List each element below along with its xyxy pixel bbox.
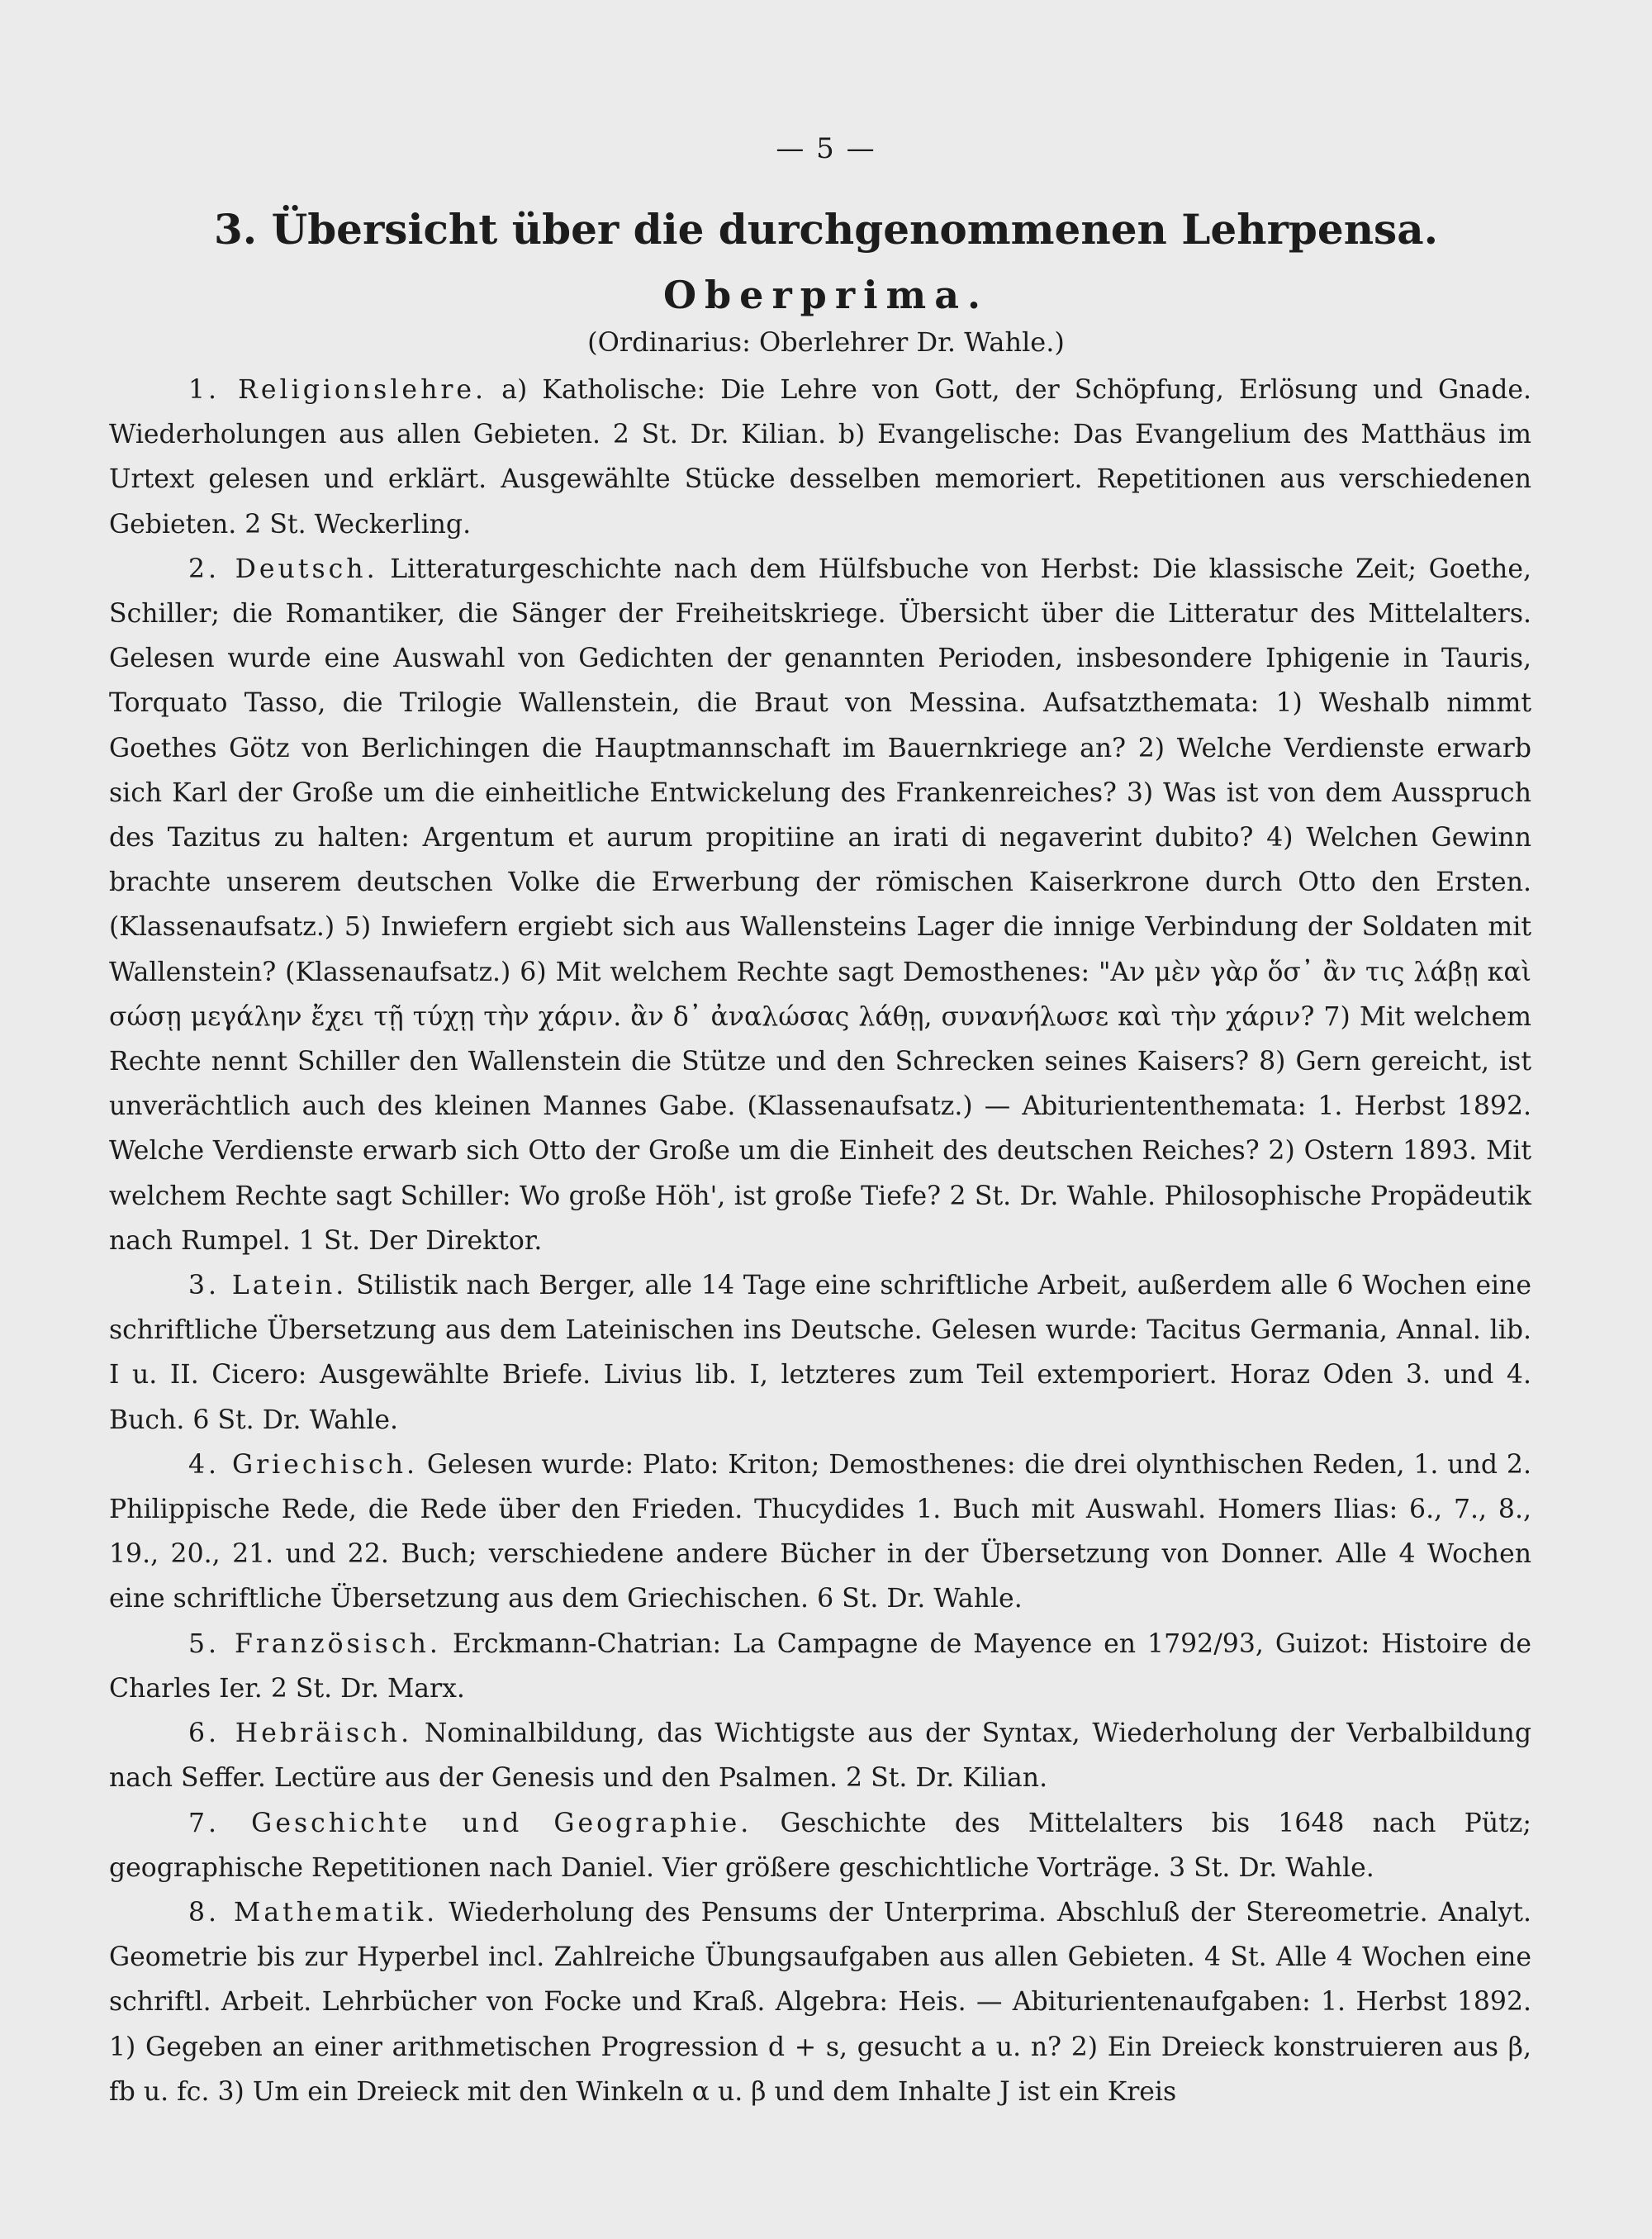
section-text: Nominalbildung, das Wichtigste aus der Syntax, Wiederholung der Verbalbildung nach Seffer. Lectüre aus der Genesis und den Psalmen. 2 St. Dr. Kilian.	[109, 1718, 1531, 1794]
section-greek	[109, 1443, 1531, 1622]
section-text: Wiederholung des Pensums der Unterprima. Abschluß der Stereometrie. Analyt. Geometrie bis zur Hyperbel incl. Zahlreiche Übungsaufgaben aus allen Gebieten. 4 St. Alle 4 Wochen eine schriftl. Arbeit. Lehrbücher von Focke und Kraß. Algebra: Heis. — Abiturientenaufgaben: 1. Herbst 1892. 1) Gegeben an einer arithmetischen Progression d + s, gesucht a u. n? 2) Ein Dreieck konstruieren aus β, fb u. fc. 3) Um ein Dreieck mit den Winkeln α u. β und dem Inhalte J ist ein Kreis	[109, 1897, 1532, 2107]
section-label: 1. Religionslehre.	[188, 375, 487, 405]
section-label: 8. Mathematik.	[188, 1897, 439, 1928]
section-mathematics	[109, 1890, 1531, 2114]
section-text: a) Katholische: Die Lehre von Gott, der Schöpfung, Erlösung und Gnade. Wiederholungen aus allen Gebieten. 2 St. Dr. Kilian. b) Evangelische: Das Evangelium des Matthäus im Urtext gelesen und erklärt. Ausgewählte Stücke desselben memoriert. Repetitionen aus verschiedenen Gebieten. 2 St. Weckerling.	[109, 375, 1532, 540]
lesson-plan-body	[109, 368, 1531, 2114]
section-german	[109, 547, 1531, 1263]
section-label: 6. Hebräisch.	[188, 1718, 413, 1749]
page-title: 3. Übersicht über die durchgenommenen Lehrpensa.	[213, 205, 1439, 254]
section-label: 3. Latein.	[188, 1271, 348, 1301]
section-latin	[109, 1263, 1531, 1443]
class-heading: Oberprima.	[662, 273, 990, 317]
section-history-geography	[109, 1801, 1531, 1890]
section-text: Stilistik nach Berger, alle 14 Tage eine schriftliche Arbeit, außerdem alle 6 Wochen eine schriftliche Übersetzung aus dem Lateinischen ins Deutsche. Gelesen wurde: Tacitus Germania, Annal. lib. I u. II. Cicero: Ausgewählte Briefe. Livius lib. I, letzteres zum Teil extemporiert. Horaz Oden 3. und 4. Buch. 6 St. Dr. Wahle.	[109, 1271, 1531, 1435]
section-text: Gelesen wurde: Plato: Kriton; Demosthenes: die drei olynthischen Reden, 1. und 2. Philippische Rede, die Rede über den Frieden. Thucydides 1. Buch mit Auswahl. Homers Ilias: 6., 7., 8., 19., 20., 21. und 22. Buch; verschiedene andere Bücher in der Übersetzung von Donner. Alle 4 Wochen eine schriftliche Übersetzung aus dem Griechischen. 6 St. Dr. Wahle.	[109, 1449, 1531, 1614]
section-text: Erckmann-Chatrian: La Campagne de Mayence en 1792/93, Guizot: Histoire de Charles Ier. 2 St. Dr. Marx.	[109, 1628, 1531, 1704]
section-label: 7. Geschichte und Geographie.	[188, 1808, 752, 1838]
page-number: — 5 —	[776, 132, 876, 165]
section-text: Geschichte des Mittelalters bis 1648 nach Pütz; geographische Repetitionen nach Daniel. Vier größere geschichtliche Vorträge. 3 St. Dr. Wahle.	[109, 1808, 1531, 1883]
section-text: Litteraturgeschichte nach dem Hülfsbuche von Herbst: Die klassische Zeit; Goethe, Schiller; die Romantiker, die Sänger der Freiheitskriege. Übersicht über die Litteratur des Mittelalters. Gelesen wurde eine Auswahl von Gedichten der genannten Perioden, insbesondere Iphigenie in Tauris, Torquato Tasso, die Trilogie Wallenstein, die Braut von Messina. Aufsatzthemata: 1) Weshalb nimmt Goethes Götz von Berlichingen die Hauptmannschaft im Bauernkriege an? 2) Welche Verdienste erwarb sich Karl der Große um die einheitliche Entwickelung des Frankenreiches? 3) Was ist von dem Ausspruch des Tazitus zu halten: Argentum et aurum propitiine an irati di negaverint dubito? 4) Welchen Gewinn brachte unserem deutschen Volke die Erwerbung der römischen Kaiserkrone durch Otto den Ersten. (Klassenaufsatz.) 5) Inwiefern ergiebt sich aus Wallensteins Lager die innige Verbindung der Soldaten mit Wallenstein? (Klassenaufsatz.) 6) Mit welchem Rechte sagt Demosthenes: "Αν μὲν γὰρ ὅσ᾽ ἂν τις λάβῃ καὶ σώσῃ μεγάλην ἔχει τῇ τύχῃ τὴν χάριν. ἂν δ᾽ ἀναλώσας λάθῃ, συνανήλωσε καὶ τὴν χάριν? 7) Mit welchem Rechte nennt Schiller den Wallenstein die Stütze und den Schrecken seines Kaisers? 8) Gern gereicht, ist unverächtlich auch des kleinen Mannes Gabe. (Klassenaufsatz.) — Abituriententhemata: 1. Herbst 1892. Welche Verdienste erwarb sich Otto der Große um die Einheit des deutschen Reiches? 2) Ostern 1893. Mit welchem Rechte sagt Schiller: Wo große Höh', ist große Tiefe? 2 St. Dr. Wahle. Philosophische Propädeutik nach Rumpel. 1 St. Der Direktor.	[109, 554, 1531, 1256]
section-french	[109, 1622, 1531, 1711]
section-label: 5. Französisch.	[188, 1628, 441, 1659]
ordinarius-line: (Ordinarius: Oberlehrer Dr. Wahle.)	[587, 326, 1065, 358]
section-religion	[109, 368, 1531, 547]
section-label: 4. Griechisch.	[188, 1449, 418, 1480]
section-hebrew	[109, 1711, 1531, 1800]
section-label: 2. Deutsch.	[188, 554, 378, 584]
